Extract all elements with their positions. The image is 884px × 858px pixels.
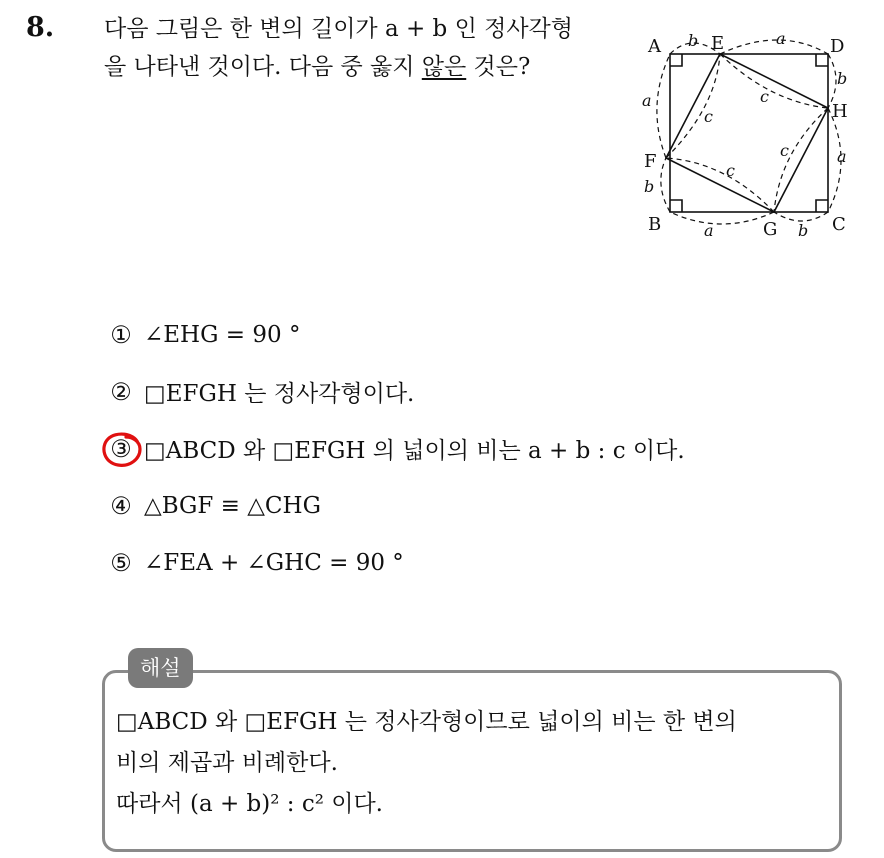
- choice-3[interactable]: [108, 420, 685, 477]
- choice-number: ④: [110, 491, 132, 520]
- question-line-2: 을 나타낸 것이다. 다음 중 옳지 않은 것은?: [104, 54, 531, 80]
- choice-4[interactable]: [108, 477, 685, 534]
- solution-line-2: 비의 제곱과 비례한다.: [116, 750, 338, 776]
- arc-gb: [670, 212, 774, 224]
- arc-dh: [828, 54, 836, 108]
- label-f-vertex: F: [644, 151, 657, 172]
- label-c-vertex: C: [832, 214, 846, 235]
- emphasis-underline: 않은: [421, 54, 467, 80]
- answer-choices: [108, 306, 685, 591]
- label-d-vertex: D: [830, 36, 845, 57]
- arc-cg: [774, 212, 828, 221]
- inner-square: [666, 54, 828, 212]
- seg-label-cg: b: [798, 221, 809, 240]
- right-angle-d: [816, 54, 828, 66]
- seg-label-hc: a: [837, 147, 847, 166]
- right-angle-b: [670, 200, 682, 212]
- seg-label-ed: a: [776, 29, 786, 48]
- choice-2[interactable]: [108, 363, 685, 420]
- choice-text: ∠EHG = 90 °: [144, 321, 301, 348]
- label-a-vertex: A: [648, 36, 661, 57]
- choice-number: ⑤: [110, 548, 132, 577]
- choice-text: □EFGH 는 정사각형이다.: [144, 381, 415, 407]
- choice-text: ∠FEA + ∠GHC = 90 °: [144, 549, 404, 576]
- choice-5[interactable]: [108, 534, 685, 591]
- solution-line-1: □ABCD 와 □EFGH 는 정사각형이므로 넓이의 비는 한 변의: [116, 709, 737, 735]
- choice-number: ②: [110, 377, 132, 406]
- arc-fa: [657, 54, 670, 158]
- choice-text: □ABCD 와 □EFGH 의 넓이의 비는 a + b : c 이다.: [144, 438, 685, 464]
- question-number: 8.: [26, 12, 55, 43]
- seg-label-bf: b: [644, 177, 655, 196]
- seg-label-hg: c: [780, 141, 789, 160]
- seg-label-ae: b: [688, 31, 699, 50]
- right-angle-a: [670, 54, 682, 66]
- seg-label-fa: a: [642, 91, 652, 110]
- label-e-vertex: E: [711, 33, 725, 54]
- square-figure: [630, 22, 860, 244]
- solution-tab: 해설: [128, 648, 193, 688]
- label-h-vertex: H: [832, 101, 848, 122]
- arc-bf: [661, 158, 670, 212]
- choice-1[interactable]: [108, 306, 685, 363]
- solution-line-3: 따라서 (a + b)² : c² 이다.: [116, 791, 383, 817]
- question-text: [104, 10, 624, 86]
- seg-label-eh: c: [760, 87, 769, 106]
- solution-text: [116, 702, 832, 825]
- right-angle-c: [816, 200, 828, 212]
- label-b-vertex: B: [648, 214, 662, 235]
- arc-ed: [720, 40, 828, 54]
- choice-number: ①: [110, 320, 132, 349]
- seg-label-dh: b: [837, 69, 848, 88]
- choice-number: ③: [110, 434, 132, 463]
- seg-label-gf: c: [726, 161, 735, 180]
- label-g-vertex: G: [763, 219, 778, 240]
- seg-label-fe: c: [704, 107, 713, 126]
- choice-text: △BGF ≡ △CHG: [144, 492, 321, 519]
- question-line-1: 다음 그림은 한 변의 길이가 a + b 인 정사각형: [104, 16, 573, 42]
- seg-label-gb: a: [704, 221, 714, 240]
